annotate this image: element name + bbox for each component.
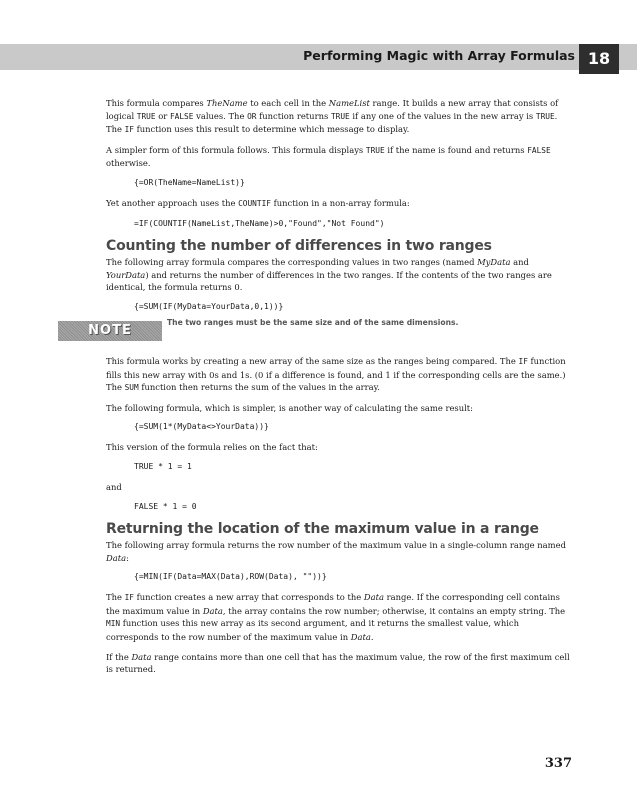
- paragraph: A simpler form of this formula follows. This formula displays TRUE if the name is found and returns FALSE otherwise.: [106, 144, 551, 169]
- paragraph: This formula compares TheName to each cell in the NameList range. It builds a new array that consists of logical TRUE or FALSE values. The OR function returns TRUE if any one of the values in the new array is TRUE. The IF function uses this result to determine which message to display.: [106, 98, 559, 135]
- running-header-title: Performing Magic with Array Formulas: [303, 48, 575, 63]
- section-heading: Returning the location of the maximum value in a range: [106, 520, 539, 537]
- code-line: =IF(COUNTIF(NameList,TheName)>0,"Found","Not Found"): [134, 218, 385, 228]
- paragraph: The following array formula compares the corresponding values in two ranges (named MyData and YourData) and returns the number of differences in the two ranges. If the contents of the two ranges are identical, the formula returns 0.: [106, 257, 552, 293]
- paragraph: Yet another approach uses the COUNTIF function in a non-array formula:: [106, 197, 410, 208]
- section-heading: Counting the number of differences in two ranges: [106, 237, 492, 254]
- page-body: [88, 97, 574, 683]
- code-line: {=SUM(1*(MyData<>YourData))}: [134, 422, 269, 432]
- page-number: 337: [544, 756, 572, 771]
- paragraph: The following array formula returns the row number of the maximum value in a single-column range named Data:: [106, 540, 566, 563]
- code-line: FALSE * 1 = 0: [134, 501, 197, 511]
- note-label: NOTE: [58, 321, 162, 341]
- chapter-number-box: 18: [579, 44, 619, 74]
- code-line: {=SUM(IF(MyData=YourData,0,1))}: [134, 301, 284, 311]
- code-line: {=OR(TheName=NameList)}: [134, 177, 245, 187]
- paragraph: This version of the formula relies on the fact that:: [106, 442, 318, 453]
- note-callout: [88, 317, 574, 351]
- code-line: {=MIN(IF(Data=MAX(Data),ROW(Data), ""))}: [134, 572, 327, 582]
- paragraph: The following formula, which is simpler, is another way of calculating the same result:: [106, 402, 473, 413]
- note-text: The two ranges must be the same size and of the same dimensions.: [167, 317, 459, 327]
- paragraph: and: [106, 481, 122, 492]
- code-line: TRUE * 1 = 1: [134, 461, 192, 471]
- paragraph: This formula works by creating a new array of the same size as the ranges being compared. The IF function fills this new array with 0s and 1s. (0 if a difference is found, and 1 if the corresponding cells are the same.) The SUM function then returns the sum of the values in the array.: [106, 355, 566, 393]
- paragraph: If the Data range contains more than one cell that has the maximum value, the row of the first maximum cell is returned.: [106, 651, 570, 675]
- paragraph: The IF function creates a new array that corresponds to the Data range. If the corresponding cell contains the maximum value in Data, the array contains the row number; otherwise, it contains an empty string. The MIN function uses this new array as its second argument, and it returns the smallest value, which corresponds to the row number of the maximum value in Data.: [106, 592, 566, 643]
